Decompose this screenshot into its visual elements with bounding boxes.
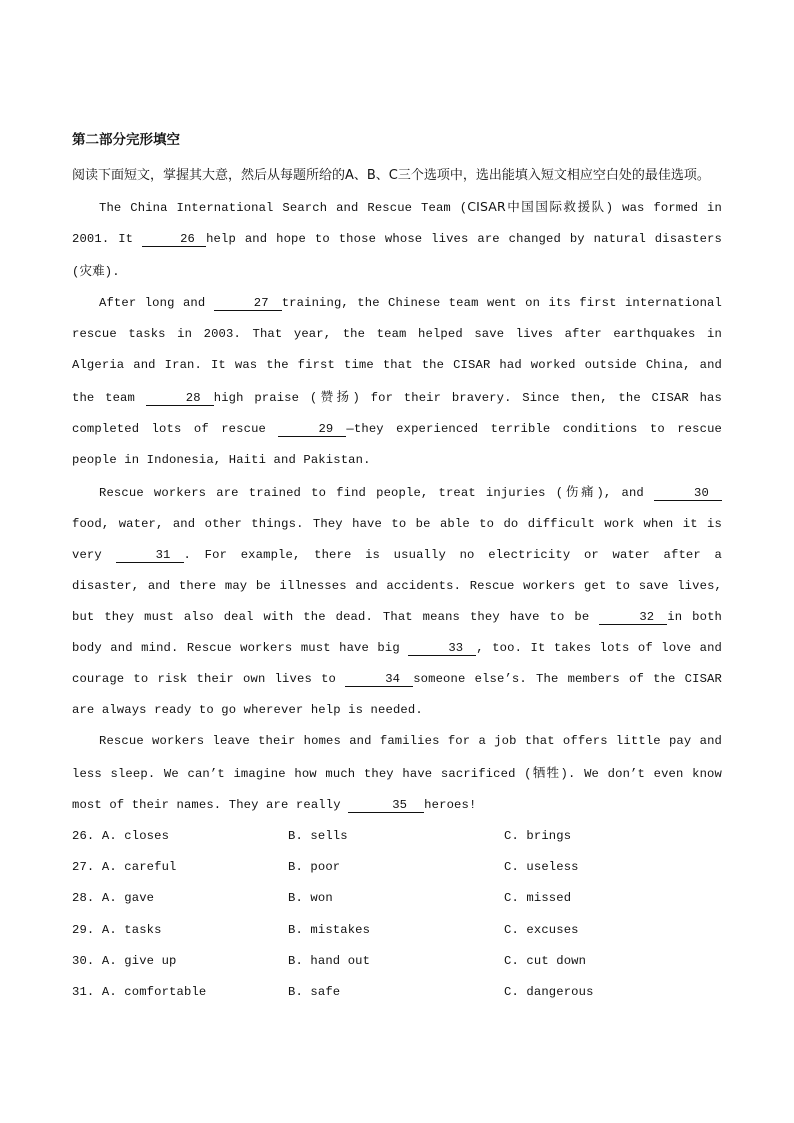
option-b[interactable]: B. won <box>288 891 333 906</box>
instructions: 阅读下面短文，掌握其大意，然后从每题所给的A、B、C三个选项中，选出能填入短文相应空白处的最佳选项。 <box>72 168 710 183</box>
passage-paragraph-3: Rescue workers are trained to find people, treat injuries (伤痛), and 30food, water, and other things. They have to be able to do difficult work when it is very 31 . For example, there is usually no electricity or water after a disaster, and there may be illnesses and accidents. Rescue workers get to save lives, but they must also deal with the dead. That means they have to be 32 in both body and mind. Rescue workers must have big 33 , too. It takes lots of love and courage to risk their own lives to 34 someone else’s. The members of the CISAR are always ready to go wherever help is needed. <box>72 484 723 717</box>
option-b[interactable]: B. safe <box>288 985 341 1000</box>
option-a[interactable]: A. careful <box>101 860 177 875</box>
option-c[interactable]: C. excuses <box>504 922 579 937</box>
option-c[interactable]: C. dangerous <box>504 985 594 1000</box>
section-heading: 第二部分完形填空 <box>72 132 180 148</box>
option-a[interactable]: A. tasks <box>101 922 162 937</box>
option-b[interactable]: B. poor <box>288 860 341 875</box>
question-row: 26. A. closes B. sells C. brings <box>72 821 722 852</box>
option-b[interactable]: B. sells <box>288 829 348 843</box>
blank-31[interactable]: 31 <box>116 548 184 563</box>
blank-32[interactable]: 32 <box>599 610 667 625</box>
blank-29[interactable]: 29 <box>278 422 346 437</box>
option-b[interactable]: B. hand out <box>288 953 371 968</box>
blank-33[interactable]: 33 <box>408 641 476 656</box>
passage-paragraph-1: The China International Search and Rescue Team (CISAR中国国际救援队) was formed in 2001. It 26 help and hope to those whose lives are changed by natural disasters (灾难). <box>72 199 722 279</box>
option-c[interactable]: C. cut down <box>504 953 587 968</box>
blank-27[interactable]: 27 <box>214 296 282 311</box>
option-c[interactable]: C. brings <box>504 829 572 843</box>
option-a[interactable]: A. comfortable <box>101 985 207 1000</box>
blank-28[interactable]: 28 <box>146 391 214 406</box>
document-page <box>72 130 722 1008</box>
blank-30[interactable]: 30 <box>654 486 722 501</box>
question-row: 27. A. careful B. poor C. useless <box>72 852 722 883</box>
passage-paragraph-4: Rescue workers leave their homes and families for a job that offers little pay and less sleep. We can’t imagine how much they have sacrificed (牺牲). We don’t even know most of their names. They are really 35 heroes! <box>72 734 722 812</box>
option-c[interactable]: C. useless <box>504 860 579 875</box>
answer-options <box>72 821 722 1008</box>
question-row: 31. A. comfortable B. safe C. dangerous <box>72 977 722 1008</box>
question-row: 28. A. gave B. won C. missed <box>72 883 722 914</box>
option-a[interactable]: A. gave <box>101 891 155 906</box>
blank-26[interactable]: 26 <box>142 232 206 247</box>
question-row: 29. A. tasks B. mistakes C. excuses <box>72 915 722 946</box>
option-c[interactable]: C. missed <box>504 891 572 906</box>
blank-35[interactable]: 35 <box>348 798 424 813</box>
passage-paragraph-2: After long and 27 training, the Chinese team went on its first international rescue tasks in 2003. That year, the team helped save lives after earthquakes in Algeria and Iran. It was the first time that the CISAR had worked outside China, and the team 28 high praise (赞扬) for their bravery. Since then, the CISAR has completed lots of rescue 29 —they experienced terrible conditions to rescue people in Indonesia, Haiti and Pakistan. <box>72 296 722 467</box>
question-row: 30. A. give up B. hand out C. cut down <box>72 946 722 977</box>
option-a[interactable]: A. closes <box>101 829 170 843</box>
option-a[interactable]: A. give up <box>101 953 177 968</box>
blank-34[interactable]: 34 <box>345 672 413 687</box>
option-b[interactable]: B. mistakes <box>288 922 371 937</box>
